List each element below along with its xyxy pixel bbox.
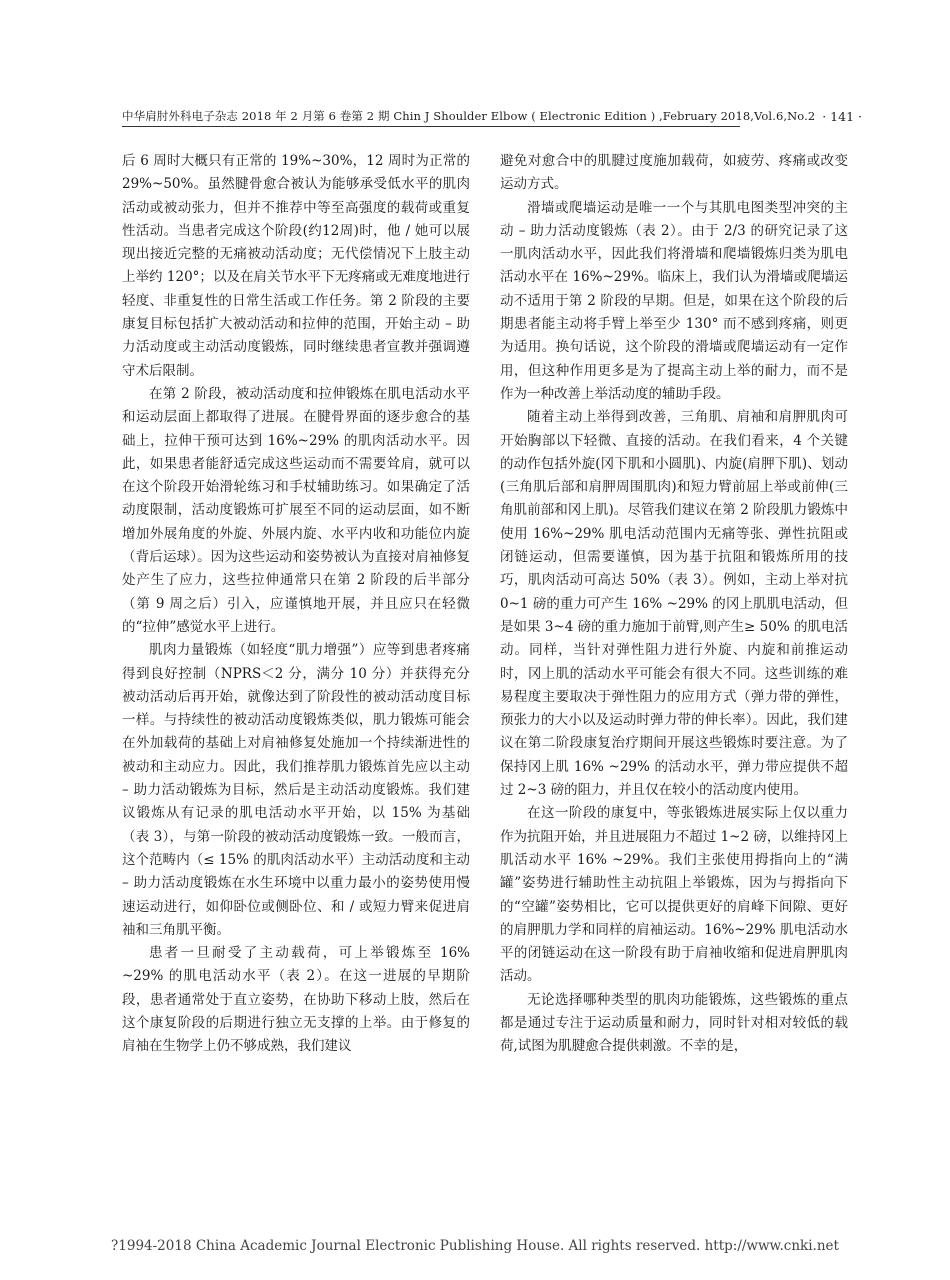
journal-citation: 中华肩肘外科电子杂志 2018 年 2 月第 6 卷第 2 期 Chin J Shoulder Elbow ( Electronic Edition ) ,February 2018,Vol.6,No.2 bbox=[122, 109, 816, 123]
copyright-footer: ?1994-2018 China Academic Journal Electronic Publishing House. All rights reserved. http://www.cnki.net bbox=[111, 1238, 839, 1254]
left-column bbox=[122, 150, 470, 1059]
paragraph: 肌肉力量锻炼（如轻度“肌力增强”）应等到患者疼痛得到良好控制（NPRS＜2 分，满分 10 分）并获得充分被动活动后再开始，就像达到了阶段性的被动活动度目标一样。与持续性的被动活动度锻炼类似，肌力锻炼可能会在外加载荷的基础上对肩袖修复处施加一个持续渐进性的被动和主动应力。因此，我们推荐肌力锻炼首先应以主动 – 助力活动锻炼为目标，然后是主动活动度锻炼。我们建议锻炼从有记录的肌电活动水平开始，以 15% 为基础（表 3），与第一阶段的被动活动度锻炼一致。一般而言，这个范畴内（≤ 15% 的肌肉活动水平）主动活动度和主动 – 助力活动度锻炼在水生环境中以重力最小的姿势使用慢速运动进行，如仰卧位或侧卧位、和 / 或短力臂来促进肩袖和三角肌平衡。 bbox=[122, 642, 470, 938]
paragraph: 无论选择哪种类型的肌肉功能锻炼，这些锻炼的重点都是通过专注于运动质量和耐力，同时针对相对较低的载荷,试图为肌腱愈合提供刺激。不幸的是， bbox=[500, 991, 848, 1055]
page-number: · 141 · bbox=[822, 109, 862, 124]
header-rule bbox=[122, 126, 740, 127]
paragraph: 在这一阶段的康复中，等张锻炼进展实际上仅以重力作为抗阻开始，并且进展阻力不超过 1~2 磅，以维持冈上肌活动水平 16% ~29%。我们主张使用拇指向上的“满罐”姿势进行辅助性主动抗阻上举锻炼，因为与拇指向下的“空罐”姿势相比，它可以提供更好的肩峰下间隙、更好的肩胛肌力学和同样的肩袖运动。16%~29% 肌电活动水平的闭链运动在这一阶段有助于肩袖收缩和促进肩胛肌肉活动。 bbox=[500, 805, 848, 985]
right-column bbox=[500, 150, 848, 1059]
journal-header bbox=[122, 108, 862, 124]
paragraph: 患者一旦耐受了主动载荷，可上举锻炼至 16% ~29% 的肌电活动水平（表 2）。在这一进展的早期阶段，患者通常处于直立姿势，在协助下移动上肢，然后在这个康复阶段的后期进行独立无支撑的上举。由于修复的肩袖在生物学上仍不够成熟，我们建议 bbox=[122, 945, 470, 1055]
paragraph: 避免对愈合中的肌腱过度施加载荷，如疲劳、疼痛或改变运动方式。 bbox=[500, 153, 848, 193]
paragraph: 随着主动上举得到改善，三角肌、肩袖和肩胛肌肉可开始胸部以下轻微、直接的活动。在我们看来，4 个关键的动作包括外旋(冈下肌和小圆肌)、内旋(肩胛下肌)、划动(三角肌后部和肩胛周围肌肉)和短力臂前屈上举或前伸(三角肌前部和冈上肌)。尽管我们建议在第 2 阶段肌力锻炼中使用 16%~29% 肌电活动范围内无痛等张、弹性抗阻或闭链运动，但需要谨慎，因为基于抗阻和锻炼所用的技巧，肌肉活动可高达 50%（表 3）。例如，主动上举对抗 0~1 磅的重力可产生 16% ~29% 的冈上肌肌电活动，但是如果 3~4 磅的重力施加于前臂,则产生≥ 50% 的肌电活动。同样，当针对弹性阻力进行外旋、内旋和前推运动时，冈上肌的活动水平可能会有很大不同。这些训练的难易程度主要取决于弹性阻力的应用方式（弹力带的弹性，预张力的大小以及运动时弹力带的伸长率）。因此，我们建议在第二阶段康复治疗期间开展这些锻炼时要注意。为了保持冈上肌 16% ~29% 的活动水平，弹力带应提供不超过 2~3 磅的阻力，并且仅在较小的活动度内使用。 bbox=[500, 409, 848, 799]
paragraph: 在第 2 阶段，被动活动度和拉伸锻炼在肌电活动水平和运动层面上都取得了进展。在腱骨界面的逐步愈合的基础上，拉伸干预可达到 16%~29% 的肌肉活动水平。因此，如果患者能舒适完成这些运动而不需要耸肩，就可以在这个阶段开始滑轮练习和手杖辅助练习。如果确定了活动度限制，活动度锻炼可扩展至不同的运动层面，如不断增加外展角度的外旋、外展内旋、水平内收和功能位内旋（背后运球）。因为这些运动和姿势被认为直接对肩袖修复处产生了应力，这些拉伸通常只在第 2 阶段的后半部分（第 9 周之后）引入，应谨慎地开展，并且应只在轻微的“拉伸”感觉水平上进行。 bbox=[122, 385, 470, 635]
paragraph: 滑墙或爬墙运动是唯一一个与其肌电图类型冲突的主动 – 助力活动度锻炼（表 2）。由于 2/3 的研究记录了这一肌肉活动水平，因此我们将滑墙和爬墙锻炼归类为肌电活动水平在 16%~29%。临床上，我们认为滑墙或爬墙运动不适用于第 2 阶段的早期。但是，如果在这个阶段的后期患者能主动将手臂上举至少 130° 而不感到疼痛，则更为适用。换句话说，这个阶段的滑墙或爬墙运动有一定作用，但这种作用更多是为了提高主动上举的耐力，而不是作为一种改善上举活动度的辅助手段。 bbox=[500, 199, 848, 402]
paragraph: 后 6 周时大概只有正常的 19%~30%，12 周时为正常的 29%~50%。虽然腱骨愈合被认为能够承受低水平的肌肉活动或被动张力，但并不推荐中等至高强度的载荷或重复性活动。当患者完成这个阶段(约12周)时，他 / 她可以展现出接近完整的无痛被动活动度；无代偿情况下上肢主动上举约 120°；以及在肩关节水平下无疼痛或无难度地进行轻度、非重复性的日常生活或工作任务。第 2 阶段的主要康复目标包括扩大被动活动和拉伸的范围，开始主动 – 助力活动度或主动活动度锻炼，同时继续患者宣教并强调遵守术后限制。 bbox=[122, 153, 470, 379]
